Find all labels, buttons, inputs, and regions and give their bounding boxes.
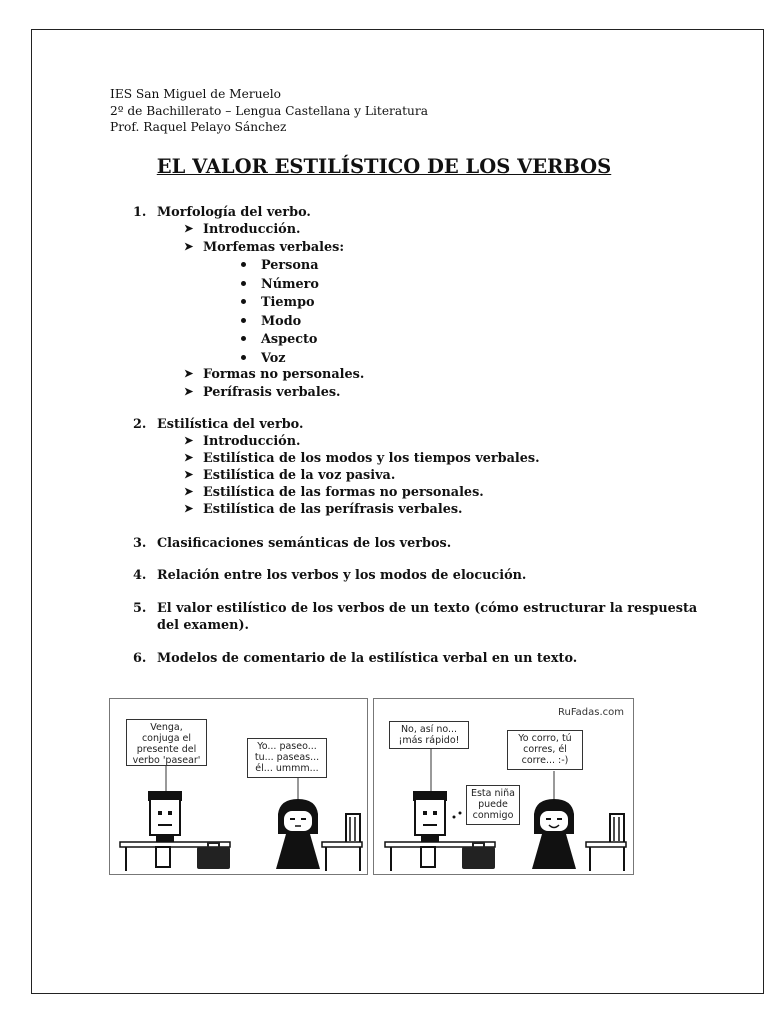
section-title: Estilística del verbo. (157, 417, 304, 432)
thought-bubble: Esta niña puede conmigo (466, 785, 520, 825)
list-item: Introducción. (203, 222, 301, 237)
arrow-bullet-icon: ➤ (184, 367, 194, 380)
comic-credit: RuFadas.com (558, 707, 625, 718)
course-name: 2º de Bachillerato – Lengua Castellana y Literatura (110, 103, 428, 118)
arrow-bullet-icon: ➤ (184, 502, 194, 515)
comic-panel-2 (373, 698, 634, 875)
speech-bubble: No, así no... ¡más rápido! (389, 721, 469, 749)
arrow-bullet-icon: ➤ (184, 385, 194, 398)
list-item: Estilística de los modos y los tiempos verbales. (203, 451, 540, 466)
list-item: Estilística de las perífrasis verbales. (203, 502, 463, 517)
section-title-continued: del examen). (157, 618, 249, 633)
teacher-name: Prof. Raquel Pelayo Sánchez (110, 120, 287, 134)
list-item: Número (261, 277, 319, 292)
section-number: 3. (133, 536, 147, 551)
arrow-bullet-icon: ➤ (184, 468, 194, 481)
list-item: Perífrasis verbales. (203, 385, 341, 400)
list-item: Tiempo (261, 295, 315, 310)
list-item: Formas no personales. (203, 367, 365, 382)
section-number: 1. (133, 205, 147, 220)
speech-bubble: Yo... paseo... tu... paseas... él... ummm... (247, 738, 327, 778)
list-item: Introducción. (203, 434, 301, 449)
dot-bullet-icon (241, 281, 246, 286)
section-number: 5. (133, 601, 147, 616)
list-item: Voz (261, 351, 286, 366)
section-title: Clasificaciones semánticas de los verbos. (157, 536, 452, 551)
dot-bullet-icon (241, 262, 246, 267)
arrow-bullet-icon: ➤ (184, 485, 194, 498)
list-item: Modo (261, 314, 302, 329)
arrow-bullet-icon: ➤ (184, 222, 194, 235)
school-name: IES San Miguel de Meruelo (110, 87, 281, 101)
section-number: 4. (133, 568, 147, 583)
document-header (110, 86, 428, 136)
arrow-bullet-icon: ➤ (184, 434, 194, 447)
section-number: 2. (133, 417, 147, 432)
list-item: Aspecto (261, 332, 318, 347)
section-number: 6. (133, 651, 147, 666)
section-title: Relación entre los verbos y los modos de elocución. (157, 568, 527, 583)
speech-bubble: Venga, conjuga el presente del verbo 'pasear' (126, 719, 207, 766)
list-item: Estilística de la voz pasiva. (203, 468, 396, 483)
dot-bullet-icon (241, 336, 246, 341)
page-title: EL VALOR ESTILÍSTICO DE LOS VERBOS (156, 155, 612, 178)
section-title: Modelos de comentario de la estilística verbal en un texto. (157, 651, 578, 666)
list-item: Morfemas verbales: (203, 240, 345, 255)
speech-bubble: Yo corro, tú corres, él corre... :-) (507, 730, 583, 770)
dot-bullet-icon (241, 318, 246, 323)
arrow-bullet-icon: ➤ (184, 451, 194, 464)
dot-bullet-icon (241, 299, 246, 304)
comic-panel-1 (109, 698, 368, 875)
dot-bullet-icon (241, 355, 246, 360)
section-title: Morfología del verbo. (157, 205, 311, 220)
section-title: El valor estilístico de los verbos de un texto (cómo estructurar la respuesta (157, 601, 698, 616)
arrow-bullet-icon: ➤ (184, 240, 194, 253)
list-item: Persona (261, 258, 319, 273)
list-item: Estilística de las formas no personales. (203, 485, 484, 500)
